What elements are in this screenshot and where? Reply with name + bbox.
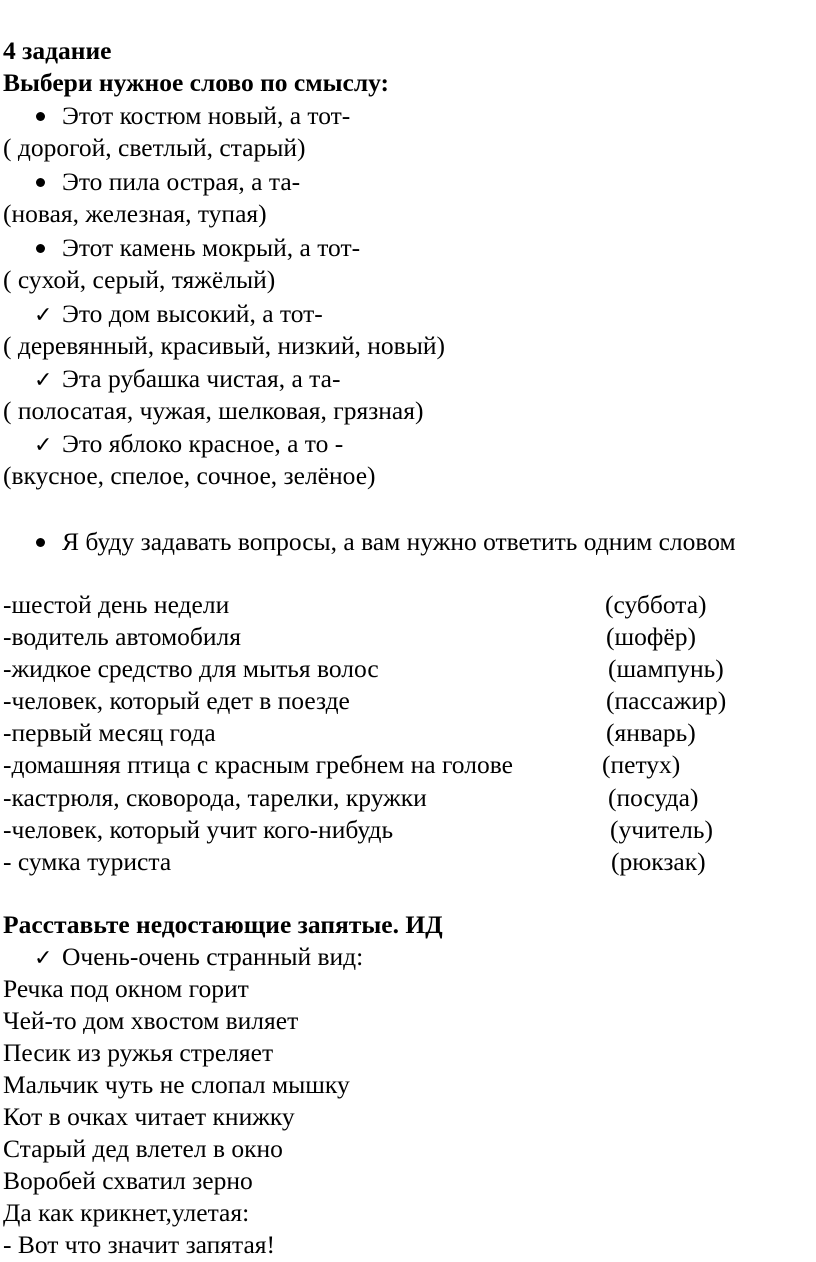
checkmark-icon: ✓ [34, 946, 53, 971]
answer-text: (шампунь) [608, 654, 724, 683]
bullet-icon [34, 167, 62, 197]
question-text: -жидкое средство для мытья волос [3, 654, 379, 683]
list-item: Этот камень мокрый, а тот- [34, 233, 360, 263]
question-text: -шестой день недели [3, 590, 230, 619]
poem-title: Расставьте недостающие запятые. ИД [3, 910, 443, 939]
question-text: -первый месяц года [3, 718, 216, 747]
checkmark-icon: ✓ [34, 368, 53, 393]
answer-text: (посуда) [608, 783, 699, 812]
checkmark-icon: ✓ [34, 433, 53, 458]
questions-intro: Я буду задавать вопросы, а вам нужно ответить одним словом [34, 527, 736, 557]
bullet-icon [34, 527, 62, 557]
question-text: - сумка туриста [3, 847, 172, 876]
question-text: -человек, который учит кого-нибудь [3, 815, 394, 844]
poem-line: Чей-то дом хвостом виляет [3, 1006, 299, 1035]
poem-line: Песик из ружья стреляет [3, 1038, 274, 1067]
list-item: ✓ Эта рубашка чистая, а та- [34, 364, 340, 396]
poem-first-line: ✓ Очень-очень странный вид: [34, 942, 363, 974]
answer-text: (петух) [602, 750, 681, 779]
question-text: -кастрюля, сковорода, тарелки, кружки [3, 783, 427, 812]
answer-text: (рюкзак) [611, 847, 706, 876]
poem-line: Кот в очках читает книжку [3, 1102, 295, 1131]
question-text: -водитель автомобиля [3, 622, 241, 651]
list-item: ✓ Это дом высокий, а тот- [34, 299, 323, 331]
answer-text: (суббота) [605, 590, 707, 619]
list-item: Этот костюм новый, а тот- [34, 101, 350, 131]
checkmark-icon: ✓ [34, 303, 53, 328]
answer-text: (учитель) [610, 815, 714, 844]
poem-line: Мальчик чуть не слопал мышку [3, 1070, 350, 1099]
task-instruction: Выбери нужное слово по смыслу: [3, 68, 390, 97]
poem-line: Да как крикнет,улетая: [3, 1198, 250, 1227]
poem-line: - Вот что значит запятая! [3, 1230, 275, 1259]
list-item: Это пила острая, а та- [34, 167, 300, 197]
options-text: (новая, железная, тупая) [3, 199, 267, 228]
answer-text: (январь) [606, 718, 696, 747]
task-title: 4 задание [3, 36, 112, 65]
options-text: (вкусное, спелое, сочное, зелёное) [3, 461, 376, 490]
poem-line: Речка под окном горит [3, 974, 249, 1003]
question-text: -домашняя птица с красным гребнем на голове [3, 750, 513, 779]
question-text: -человек, который едет в поезде [3, 686, 350, 715]
poem-line: Старый дед влетел в окно [3, 1134, 283, 1163]
options-text: ( полосатая, чужая, шелковая, грязная) [3, 396, 424, 425]
options-text: ( сухой, серый, тяжёлый) [3, 265, 276, 294]
poem-line: Воробей схватил зерно [3, 1166, 253, 1195]
list-item: ✓ Это яблоко красное, а то - [34, 429, 343, 461]
bullet-icon [34, 233, 62, 263]
options-text: ( дорогой, светлый, старый) [3, 133, 306, 162]
bullet-icon [34, 101, 62, 131]
answer-text: (шофёр) [606, 622, 696, 651]
answer-text: (пассажир) [606, 686, 727, 715]
options-text: ( деревянный, красивый, низкий, новый) [3, 331, 445, 360]
